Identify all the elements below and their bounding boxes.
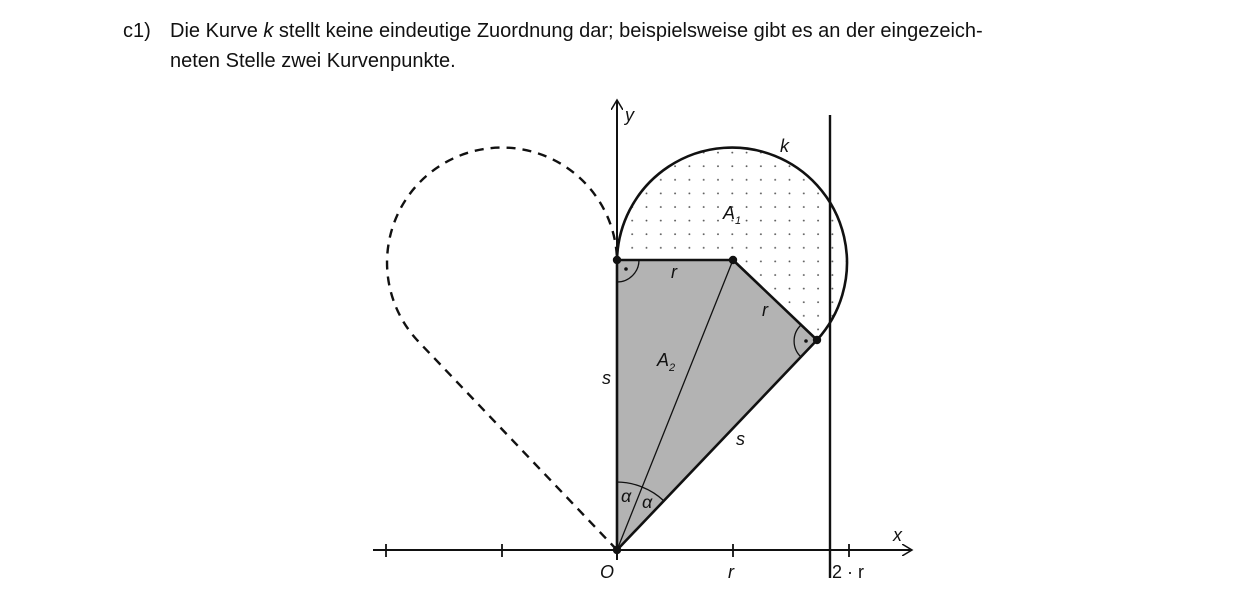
segment-s-left-label: s [602, 368, 611, 388]
task-number: c1) [123, 20, 151, 42]
right-angle-dot-top [624, 267, 628, 271]
segment-r-top-label: r [671, 262, 677, 282]
segment-s-diagonal-label: s [736, 429, 745, 449]
area-a2-label: $A_2$ [657, 350, 676, 374]
segment-r-diagonal-label: r [762, 300, 768, 320]
angle-alpha-2-label: α [642, 492, 653, 512]
origin-label: O [600, 562, 615, 582]
point-circle-center [729, 256, 737, 264]
point-origin [613, 546, 621, 554]
curve-k-label: k [780, 136, 789, 156]
angle-alpha-1-label: α [621, 486, 632, 506]
tick-2r-label: 2 · r [832, 562, 865, 582]
right-angle-dot-bottom [804, 339, 808, 343]
dashed-mirror-curve [387, 148, 617, 550]
tick-r-label: r [728, 562, 734, 582]
task-text-part2: stellt keine eindeutige Zuordnung dar; beispielsweise gibt es an der eingezeich- [273, 20, 983, 42]
y-axis-label: y [625, 105, 634, 125]
area-a1-label: $A_1$ [723, 203, 742, 227]
task-text-line2: neten Stelle zwei Kurvenpunkte. [170, 50, 456, 72]
point-top-left [613, 256, 621, 264]
task-text-k: k [263, 20, 274, 42]
task-text-part1: Die Kurve [170, 20, 264, 42]
point-tangent [813, 336, 821, 344]
x-axis-label: x [893, 525, 902, 545]
